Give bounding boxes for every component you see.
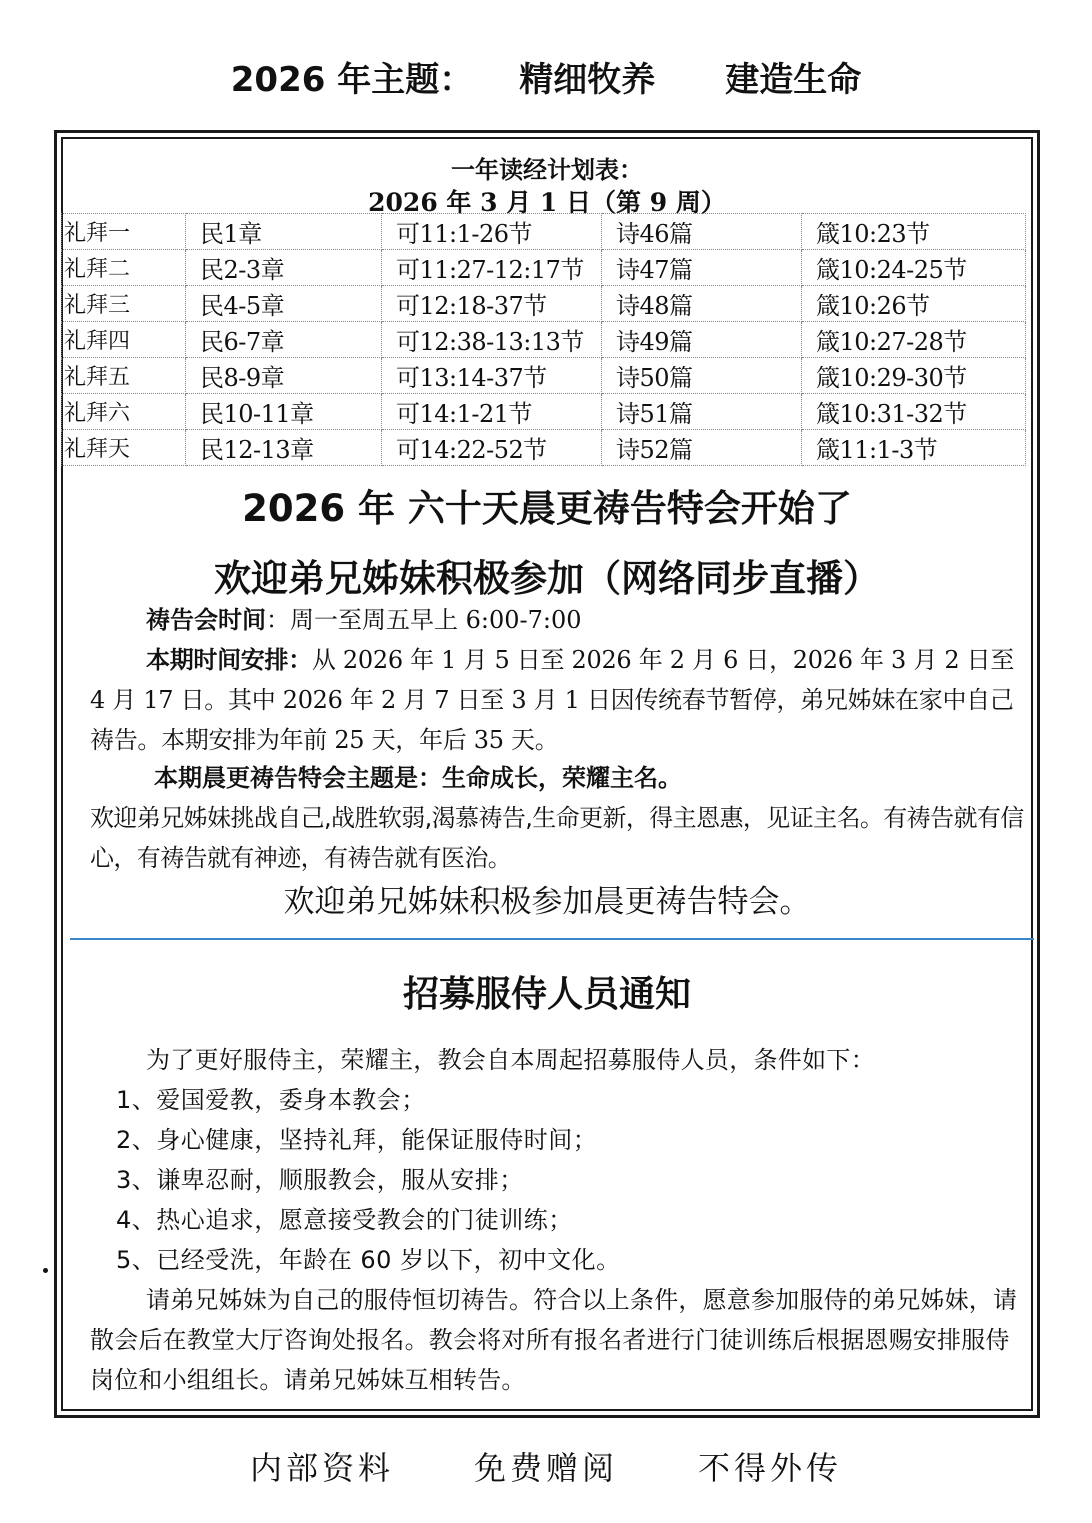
plan-cell-numbers: 民10-11章 [186, 394, 382, 430]
plan-cell-mark: 可11:27-12:17节 [382, 250, 602, 286]
plan-cell-psalms: 诗51篇 [602, 394, 802, 430]
prayer-time-value: ：周一至周五早上 6:00-7:00 [266, 606, 582, 634]
prayer-welcome-paragraph: 欢迎弟兄姊妹挑战自己,战胜软弱,渴慕祷告,生命更新，得主恩惠，见证主名。有祷告就有信心，有祷告就有神迹，有祷告就有医治。 [90, 804, 1024, 872]
reading-plan-table [61, 213, 1026, 466]
plan-row [62, 358, 1026, 394]
prayer-meeting-subheading: 欢迎弟兄姊妹积极参加（网络同步直播） [214, 557, 880, 600]
plan-cell-mark: 可14:1-21节 [382, 394, 602, 430]
plan-cell-psalms: 诗47篇 [602, 250, 802, 286]
plan-cell-proverbs: 箴11:1-3节 [802, 430, 1026, 466]
condition-item: 5、已经受洗，年龄在 60 岁以下，初中文化。 [116, 1246, 621, 1274]
theme-label: 2026 年主题： [230, 60, 474, 100]
reading-plan-date: 2026 年 3 月 1 日（第 9 周） [368, 188, 726, 217]
footer-notice [0, 1443, 1092, 1489]
schedule-label: 本期时间安排： [146, 646, 312, 674]
plan-cell-day: 礼拜一 [62, 214, 186, 250]
condition-item: 2、身心健康，坚持礼拜，能保证服侍时间； [116, 1126, 598, 1154]
plan-cell-psalms: 诗46篇 [602, 214, 802, 250]
condition-item: 3、谦卑忍耐，顺服教会，服从安排； [116, 1166, 524, 1194]
plan-row [62, 322, 1026, 358]
plan-cell-mark: 可13:14-37节 [382, 358, 602, 394]
plan-row [62, 250, 1026, 286]
plan-cell-proverbs: 箴10:27-28节 [802, 322, 1026, 358]
plan-cell-day: 礼拜三 [62, 286, 186, 322]
plan-cell-psalms: 诗49篇 [602, 322, 802, 358]
plan-row [62, 430, 1026, 466]
schedule-paragraph [90, 640, 1028, 760]
theme-part-1: 精细牧养 [519, 60, 656, 100]
plan-cell-proverbs: 箴10:24-25节 [802, 250, 1026, 286]
plan-cell-proverbs: 箴10:23节 [802, 214, 1026, 250]
prayer-theme-line: 本期晨更祷告特会主题是：生命成长，荣耀主名。 [154, 764, 682, 792]
plan-cell-numbers: 民6-7章 [186, 322, 382, 358]
plan-cell-psalms: 诗48篇 [602, 286, 802, 322]
plan-cell-mark: 可14:22-52节 [382, 430, 602, 466]
recruitment-heading: 招募服侍人员通知 [402, 974, 691, 1015]
section-divider [70, 938, 1034, 940]
plan-cell-day: 礼拜六 [62, 394, 186, 430]
plan-row [62, 394, 1026, 430]
condition-item: 1、爱国爱教，委身本教会； [116, 1086, 426, 1114]
prayer-time-line [146, 600, 1026, 640]
footer-item-free: 免费赠阅 [473, 1449, 618, 1487]
footer-item-internal: 内部资料 [249, 1449, 394, 1487]
plan-cell-day: 礼拜四 [62, 322, 186, 358]
plan-cell-numbers: 民8-9章 [186, 358, 382, 394]
prayer-time-label: 祷告会时间 [146, 606, 266, 634]
recruitment-closing: 请弟兄姊妹为自己的服侍恒切祷告。符合以上条件，愿意参加服侍的弟兄姊妹，请散会后在教堂大厅咨询处报名。教会将对所有报名者进行门徒训练后根据恩赐安排服侍岗位和小组组长。请弟兄姊妹互相转告。 [90, 1286, 1018, 1394]
condition-item: 4、热心追求，愿意接受教会的门徒训练； [116, 1206, 573, 1234]
plan-cell-proverbs: 箴10:26节 [802, 286, 1026, 322]
year-theme [0, 52, 1092, 101]
stray-dot [43, 1268, 48, 1273]
recruitment-intro: 为了更好服侍主，荣耀主，教会自本周起招募服侍人员，条件如下： [146, 1046, 875, 1074]
schedule-text: 从 2026 年 1 月 5 日至 2026 年 2 月 6 日，2026 年 3 月 2 日至 4 月 17 日。其中 2026 年 2 月 7 日至 3 月 1 日因传统春节暂停，弟兄姊妹在家中自己祷告。本期安排为年前 25 天，年后 35 天。 [90, 646, 1015, 754]
plan-cell-proverbs: 箴10:31-32节 [802, 394, 1026, 430]
plan-cell-mark: 可11:1-26节 [382, 214, 602, 250]
plan-cell-mark: 可12:18-37节 [382, 286, 602, 322]
plan-cell-proverbs: 箴10:29-30节 [802, 358, 1026, 394]
plan-row [62, 214, 1026, 250]
plan-cell-numbers: 民4-5章 [186, 286, 382, 322]
plan-cell-mark: 可12:38-13:13节 [382, 322, 602, 358]
plan-cell-numbers: 民2-3章 [186, 250, 382, 286]
footer-item-no-distribution: 不得外传 [698, 1449, 843, 1487]
plan-cell-day: 礼拜五 [62, 358, 186, 394]
plan-cell-numbers: 民12-13章 [186, 430, 382, 466]
plan-cell-psalms: 诗50篇 [602, 358, 802, 394]
prayer-closing-line: 欢迎弟兄姊妹积极参加晨更祷告特会。 [283, 884, 811, 920]
plan-cell-psalms: 诗52篇 [602, 430, 802, 466]
prayer-meeting-heading: 2026 年 六十天晨更祷告特会开始了 [242, 487, 852, 530]
reading-plan-title: 一年读经计划表： [451, 156, 643, 184]
theme-part-2: 建造生命 [725, 60, 862, 100]
plan-cell-day: 礼拜二 [62, 250, 186, 286]
plan-cell-numbers: 民1章 [186, 214, 382, 250]
plan-cell-day: 礼拜天 [62, 430, 186, 466]
plan-row [62, 286, 1026, 322]
recruitment-conditions [116, 1080, 1016, 1280]
